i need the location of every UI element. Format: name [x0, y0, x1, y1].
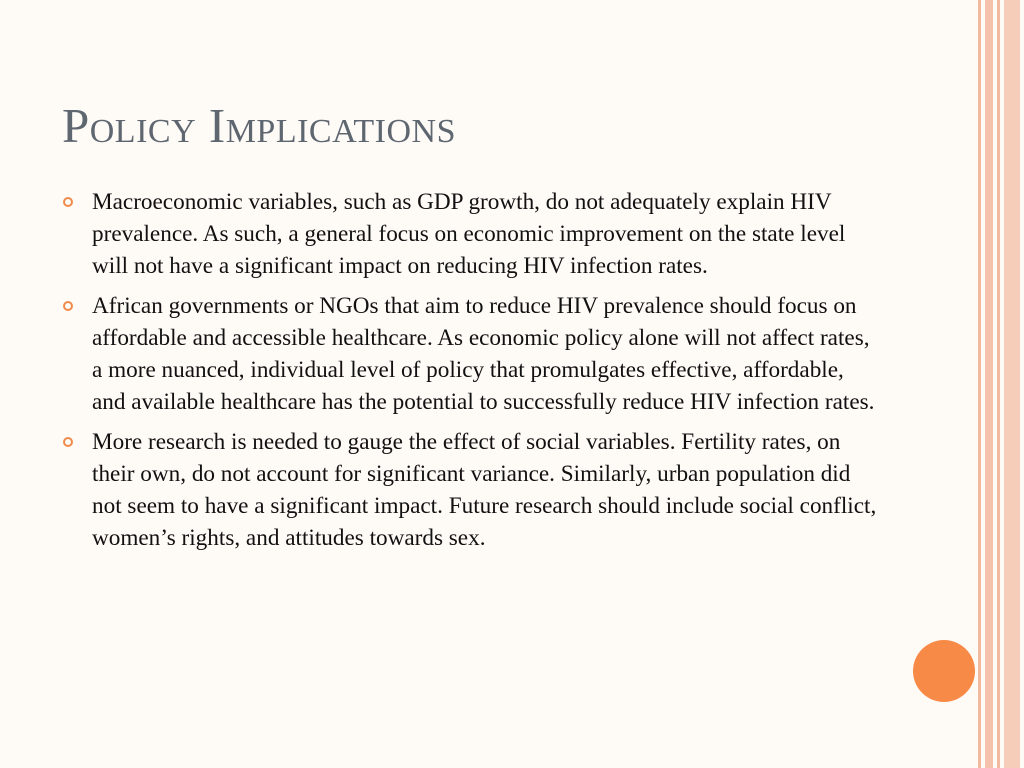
bullet-item	[62, 290, 882, 418]
bullet-item	[62, 186, 882, 282]
decorative-stripe	[978, 0, 981, 768]
decorative-stripe	[997, 0, 1000, 768]
bullet-text: Macroeconomic variables, such as GDP growth, do not adequately explain HIV prevalence. As such, a general focus on economic improvement on the state level will not have a significant impact on reducing HIV infection rates.	[92, 189, 846, 279]
decorative-stripe	[985, 0, 993, 768]
decorative-stripe	[1004, 0, 1020, 768]
bullet-text: More research is needed to gauge the effect of social variables. Fertility rates, on their own, do not account for significant variance. Similarly, urban population did not seem to have a significant impact. Future research should include social conflict, women’s rights, and attitudes towards sex.	[92, 429, 877, 551]
bullet-text: African governments or NGOs that aim to reduce HIV prevalence should focus on affordable and accessible healthcare. As economic policy alone will not affect rates, a more nuanced, individual level of policy that promulgates effective, affordable, and available healthcare has the potential to successfully reduce HIV infection rates.	[92, 293, 875, 415]
bullet-list	[62, 186, 882, 562]
bullet-item	[62, 426, 882, 554]
slide-title: Policy Implications	[62, 98, 456, 153]
bullet-circle-icon	[63, 197, 73, 207]
decorative-orange-circle	[913, 640, 975, 702]
bullet-circle-icon	[63, 301, 73, 311]
bullet-circle-icon	[63, 437, 73, 447]
